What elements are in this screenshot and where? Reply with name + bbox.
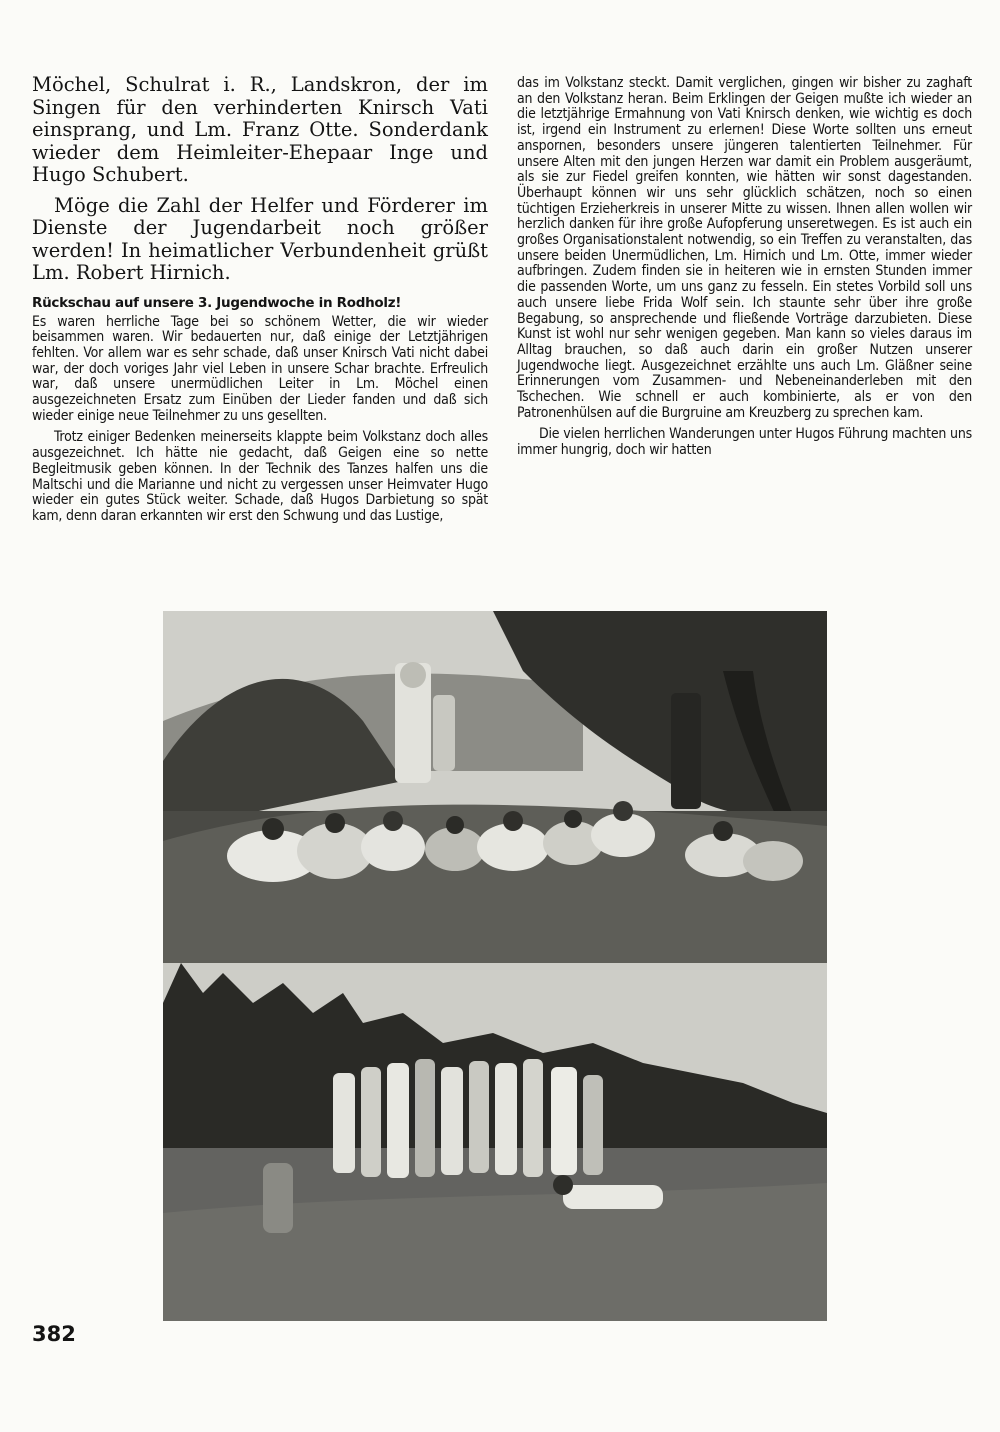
page-number: 382 [32,1322,76,1346]
folk-dance-photo [163,963,827,1321]
group-sitting-photo [163,611,827,963]
left-body-paragraph-2: Trotz einiger Bedenken meinerseits klappte beim Volkstanz doch alles ausgezeichnet. Ich hätte nie gedacht, daß Geigen eine so nette Begleitmusik geben können. In der Technik des Tanzes halfen uns die Maltschi und die Marianne und nicht zu vergessen unser Heimvater Hugo wieder ein gutes Stück weiter. Schade, daß Hugos Darbietung so spät kam, denn daran erkannten wir erst den Schwung und das Lustige, [32,429,488,524]
left-body-paragraph-1: Es waren herrliche Tage bei so schönem Wetter, die wir wieder beisammen waren. Wir bedauerten nur, daß einige der Letztjährigen fehlten. Vor allem war es sehr schade, daß unser Knirsch Vati nicht dabei war, der doch voriges Jahr viel Leben in unsere Schar brachte. Erfreulich war, daß unsere unermüdlichen Leiter in Lm. Möchel einen ausgezeichneten Ersatz zum Einüben der Lieder fanden und daß sich wieder einige neue Teilnehmer zu uns gesellten. [32,313,488,424]
intro-paragraph-2: Möge die Zahl der Helfer und Förderer im Dienste der Jugendarbeit noch größer werden! In heimatlicher Verbundenheit grüßt Lm. Robert Hirnich. [32,193,488,284]
right-body-paragraph-1: das im Volkstanz steckt. Damit verglichen, gingen wir bisher zu zaghaft an den Volkstanz heran. Beim Erklingen der Geigen mußte ich wieder an die letztjährige Ermahnung von Vati Knirsch denken, wie wichtig es doch ist, irgend ein Instrument zu erlernen! Diese Worte sollten uns erneut anspornen, besonders unsere jüngeren talentierten Teilnehmer. Für unsere Alten mit den jungen Herzen war damit ein Problem ausgeräumt, als sie zur Fiedel greifen konnten, wie hätten wir sonst dagestanden. Überhaupt können wir uns sehr glücklich schätzen, noch so einen tüchtigen Erzieherkreis in unserer Mitte zu wissen. Ihnen allen wollen wir herzlich danken für ihre große Aufopferung unseretwegen. Es ist auch ein großes Organisationstalent notwendig, so ein Treffen zu veranstalten, das unsere beiden Unermüdlichen, Lm. Hirnich und Lm. Otte, immer wieder aufbringen. Zudem finden sie in heiteren wie in ernsten Stunden immer die passenden Worte, um uns ganz zu fesseln. Ein stetes Vorbild soll uns auch unsere liebe Frida Wolf sein. Ich staunte sehr über ihre große Begabung, so ansprechende und fließende Vorträge darzubieten. Diese Kunst ist wohl nur sehr wenigen gegeben. Man kann so vieles daraus im Alltag brauchen, so daß auch darin ein großer Nutzen unserer Jugendwoche liegt. Ausgezeichnet erzählte uns auch Lm. Gläßner seine Erinnerungen vom Zusammen- und Nebeneinanderleben mit den Tschechen. Wie schnell er auch kombinierte, als er von den Patronenhülsen auf die Burgruine am Kreuzberg zu sprechen kam. [517,75,972,421]
right-column [517,76,972,459]
section-heading: Rückschau auf unsere 3. Jugendwoche in Rodholz! [32,294,402,311]
intro-paragraph-1: Möchel, Schulrat i. R., Landskron, der im Singen für den verhinderten Knirsch Vati einsprang, und Lm. Franz Otte. Sonderdank wieder dem Heimleiter-Ehepaar Inge und Hugo Schubert. [32,73,488,186]
right-body-paragraph-2: Die vielen herrlichen Wanderungen unter Hugos Führung machten uns immer hungrig, doch wir hatten [517,426,972,459]
left-column [32,74,488,525]
